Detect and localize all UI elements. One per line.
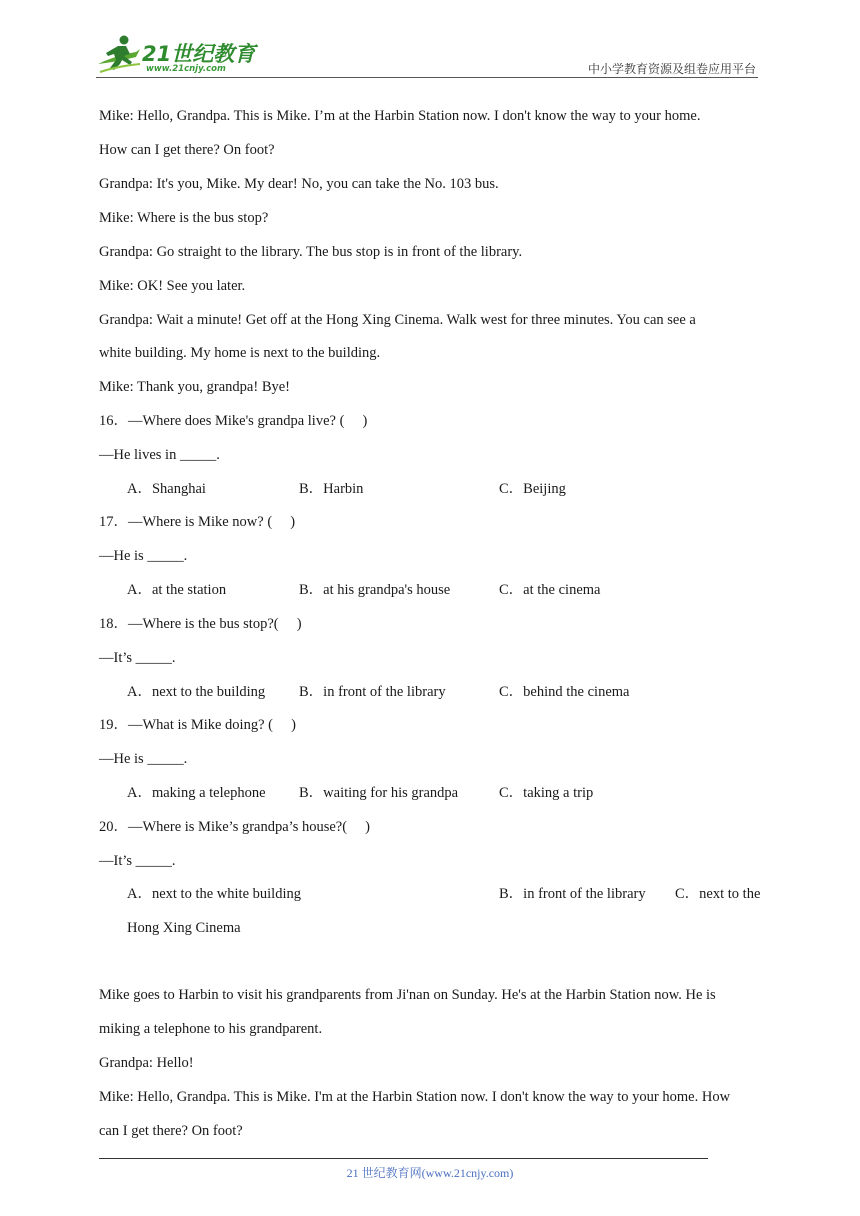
passage1-line: Grandpa: Go straight to the library. The bus stop is in front of the library. [99, 244, 523, 260]
header-platform-text: 中小学教育资源及组卷应用平台 [587, 62, 756, 76]
option-a-20: A．next to the white building [127, 886, 301, 902]
option-c-20: C．next to the [675, 886, 761, 902]
option-b-19: B．waiting for his grandpa [299, 785, 459, 801]
passage1-line: How can I get there? On foot? [99, 142, 275, 158]
page-header [96, 30, 760, 78]
runner-logo-icon [96, 34, 144, 78]
footer-source-text: 21 世纪教育网(www.21cnjy.com) [346, 1166, 514, 1180]
answer-line-18: —It’s _____. [99, 650, 176, 666]
passage2-line: miking a telephone to his grandparent. [99, 1021, 323, 1037]
passage2-line: can I get there? On foot? [99, 1123, 243, 1139]
option-b-20: B．in front of the library [499, 886, 646, 902]
passage2-line: Mike: Hello, Grandpa. This is Mike. I'm at the Harbin Station now. I don't know the way to your home. How [99, 1089, 731, 1105]
passage2-line: Grandpa: Hello! [99, 1055, 194, 1071]
question-17: 17．—Where is Mike now? ( ) [99, 514, 296, 530]
passage1-line: Mike: OK! See you later. [99, 278, 246, 294]
option-b-16: B．Harbin [299, 481, 364, 497]
answer-line-17: —He is _____. [99, 548, 188, 564]
option-a-18: A．next to the building [127, 684, 266, 700]
option-a-16: A．Shanghai [127, 481, 206, 497]
question-19: 19．—What is Mike doing? ( ) [99, 717, 296, 733]
answer-line-16: —He lives in _____. [99, 447, 220, 463]
passage1-line: Grandpa: It's you, Mike. My dear! No, you can take the No. 103 bus. [99, 176, 499, 192]
passage1-line: Mike: Hello, Grandpa. This is Mike. I’m at the Harbin Station now. I don't know the way to your home. [99, 108, 701, 124]
passage1-line: Mike: Where is the bus stop? [99, 210, 269, 226]
option-b-17: B．at his grandpa's house [299, 582, 451, 598]
footer-divider [99, 1158, 708, 1159]
option-c-19: C．taking a trip [499, 785, 594, 801]
question-20: 20．—Where is Mike’s grandpa’s house?( ) [99, 819, 371, 835]
answer-line-19: —He is _____. [99, 751, 188, 767]
option-c-18: C．behind the cinema [499, 684, 630, 700]
passage1-line: Grandpa: Wait a minute! Get off at the Hong Xing Cinema. Walk west for three minutes. You can see a [99, 312, 696, 328]
option-c-20-continued: Hong Xing Cinema [127, 920, 241, 936]
passage1-line: Mike: Thank you, grandpa! Bye! [99, 379, 291, 395]
option-a-17: A．at the station [127, 582, 227, 598]
question-18: 18．—Where is the bus stop?( ) [99, 616, 302, 632]
option-c-17: C．at the cinema [499, 582, 601, 598]
option-c-16: C．Beijing [499, 481, 566, 497]
logo-text: 21世纪教育 [142, 42, 256, 66]
logo-url: www.21cnjy.com [146, 64, 226, 74]
answer-line-20: —It’s _____. [99, 853, 176, 869]
passage2-line: Mike goes to Harbin to visit his grandparents from Ji'nan on Sunday. He's at the Harbin Station now. He is [99, 987, 716, 1003]
passage1-line: white building. My home is next to the building. [99, 345, 381, 361]
question-16: 16．—Where does Mike's grandpa live? ( ) [99, 413, 368, 429]
option-a-19: A．making a telephone [127, 785, 266, 801]
header-divider [96, 77, 758, 78]
site-logo [96, 34, 266, 78]
option-b-18: B．in front of the library [299, 684, 446, 700]
